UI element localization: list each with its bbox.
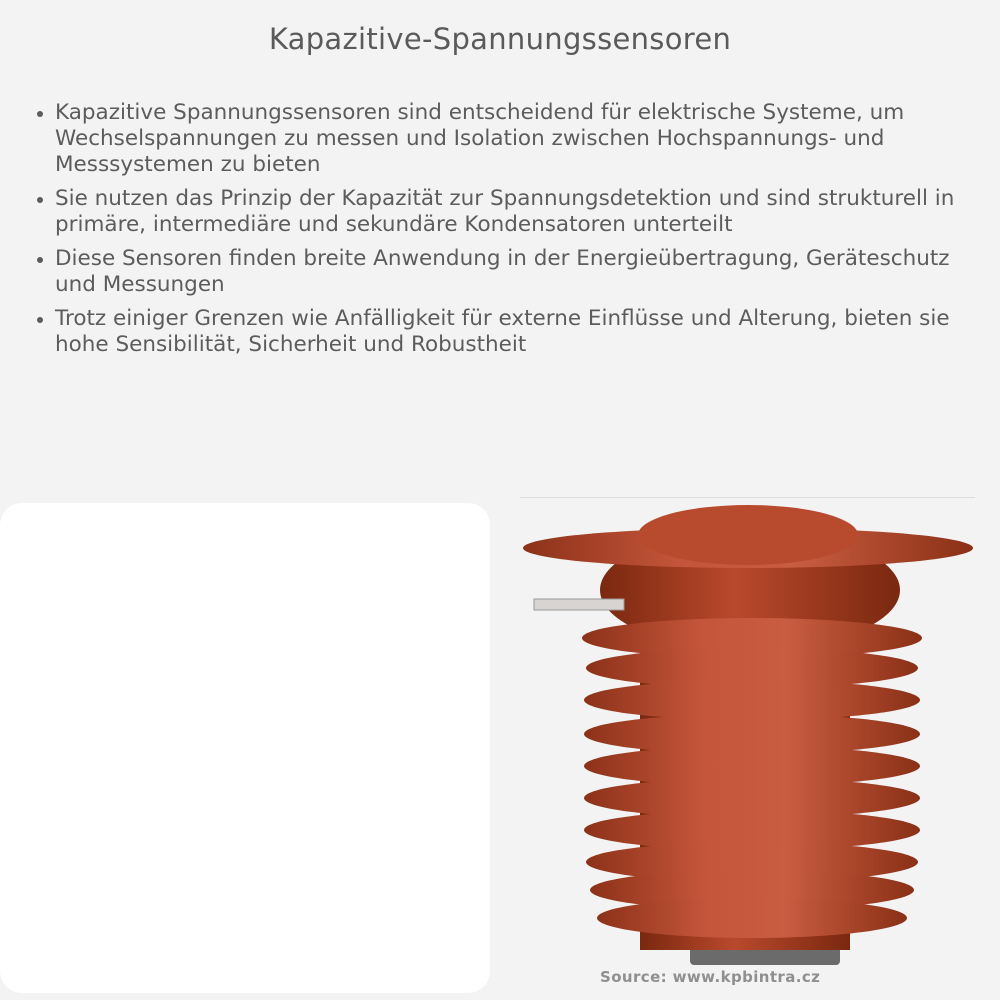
bullet-dot bbox=[37, 111, 43, 117]
bullet-text: Diese Sensoren finden breite Anwendung in der Energieübertragung, Geräteschutz und Messungen bbox=[55, 246, 950, 297]
sensor-sheds bbox=[582, 618, 922, 938]
terminal-pin bbox=[534, 599, 624, 610]
bullet-list bbox=[32, 100, 962, 366]
bullet-text: Sie nutzen das Prinzip der Kapazität zur Spannungsdetektion und sind strukturell in primäre, intermediäre und sekundäre Kondensatoren unterteilt bbox=[55, 186, 955, 237]
bullet-text: Trotz einiger Grenzen wie Anfälligkeit für externe Einflüsse und Alterung, bieten sie hohe Sensibilität, Sicherheit und Robustheit bbox=[55, 306, 950, 357]
page-title: Kapazitive-Spannungssensoren bbox=[268, 22, 732, 56]
divider-line bbox=[520, 497, 975, 498]
photo-source: Source: www.kpbintra.cz bbox=[600, 968, 821, 986]
circuit-diagram-panel bbox=[0, 503, 490, 993]
sensor-top-boss bbox=[638, 505, 858, 565]
bullet-dot bbox=[37, 317, 43, 323]
bullet-item bbox=[32, 246, 962, 298]
bullet-item bbox=[32, 186, 962, 238]
bullet-dot bbox=[37, 257, 43, 263]
bullet-text: Kapazitive Spannungssensoren sind entscheidend für elektrische Systeme, um Wechselspannungen zu messen und Isolation zwischen Hochspannungs- und Messsystemen zu bieten bbox=[55, 100, 905, 177]
capacitive-sensor-photo bbox=[515, 500, 1000, 970]
circuit-diagram bbox=[0, 503, 490, 993]
bullet-item bbox=[32, 100, 962, 178]
bullet-item bbox=[32, 306, 962, 358]
bullet-dot bbox=[37, 197, 43, 203]
